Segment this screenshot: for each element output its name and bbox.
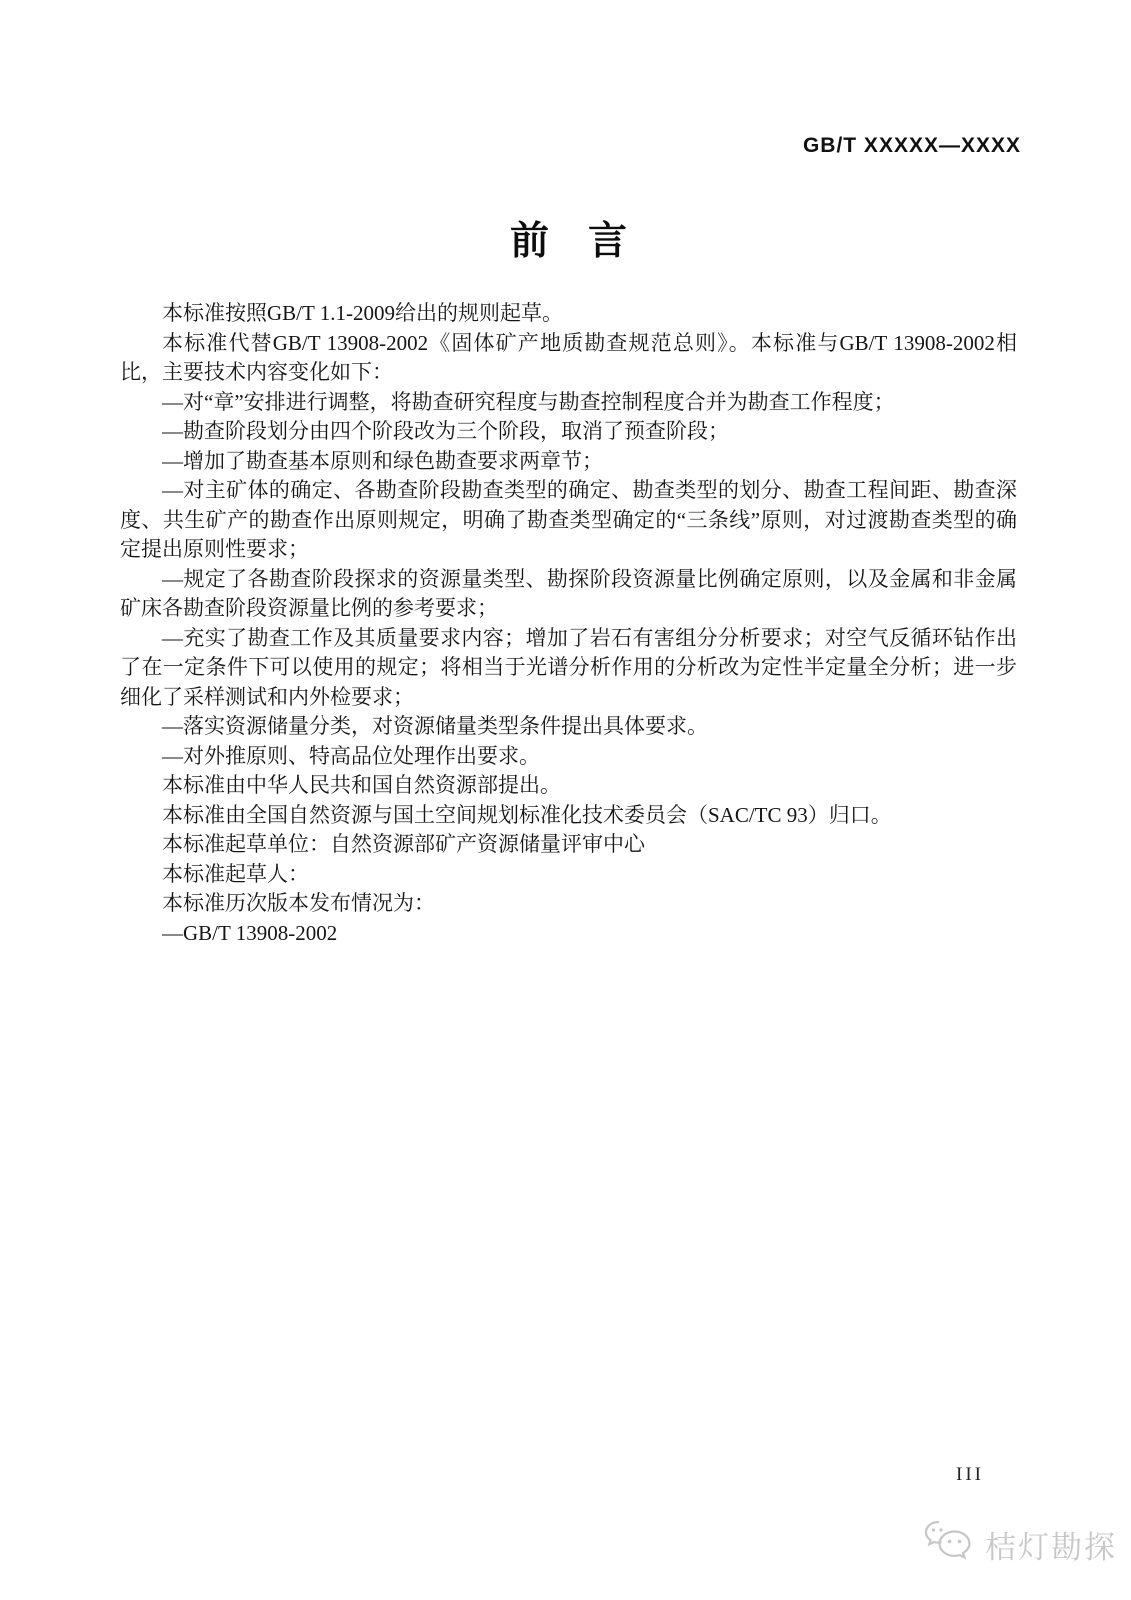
foreword-paragraph: 本标准代替GB/T 13908-2002《固体矿产地质勘查规范总则》。本标准与GB/T 13908-2002相比，主要技术内容变化如下： <box>120 330 1017 384</box>
foreword-paragraph: —落实资源储量分类，对资源储量类型条件提出具体要求。 <box>162 714 708 738</box>
foreword-paragraph: 本标准按照GB/T 1.1-2009给出的规则起草。 <box>162 301 563 325</box>
watermark <box>924 1518 1117 1571</box>
standard-number-header: GB/T XXXXX—XXXX <box>802 134 1021 157</box>
foreword-paragraph: —对“章”安排进行调整，将勘查研究程度与勘查控制程度合并为勘查工作程度； <box>162 389 895 414</box>
foreword-paragraph: —对外推原则、特高品位处理作出要求。 <box>162 743 540 768</box>
foreword-paragraph: —GB/T 13908-2002 <box>162 920 338 945</box>
foreword-paragraph: 本标准起草人： <box>162 861 309 886</box>
page-title: 前 言 <box>509 220 627 263</box>
wechat-icon <box>924 1518 976 1571</box>
watermark-text: 桔灯勘探 <box>985 1530 1117 1565</box>
foreword-body <box>120 299 1017 948</box>
foreword-paragraph: —增加了勘查基本原则和绿色勘查要求两章节； <box>162 448 603 473</box>
foreword-paragraph: —对主矿体的确定、各勘查阶段勘查类型的确定、勘查类型的划分、勘查工程间距、勘查深度、共生矿产的勘查作出原则规定，明确了勘查类型确定的“三条线”原则，对过渡勘查类型的确定提出原则性要求； <box>120 478 1017 561</box>
foreword-paragraph: 本标准历次版本发布情况为： <box>162 891 435 915</box>
page-number: III <box>956 1464 984 1485</box>
foreword-paragraph: —规定了各勘查阶段探求的资源量类型、勘探阶段资源量比例确定原则，以及金属和非金属矿床各勘查阶段资源量比例的参考要求； <box>120 566 1017 620</box>
foreword-paragraph: —充实了勘查工作及其质量要求内容；增加了岩石有害组分分析要求；对空气反循环钻作出了在一定条件下可以使用的规定；将相当于光谱分析作用的分析改为定性半定量全分析；进一步细化了采样测试和内外检要求； <box>120 625 1017 709</box>
foreword-paragraph: —勘查阶段划分由四个阶段改为三个阶段，取消了预查阶段； <box>162 419 729 443</box>
foreword-paragraph: 本标准由全国自然资源与国土空间规划标准化技术委员会（SAC/TC 93）归口。 <box>162 802 892 827</box>
foreword-paragraph: 本标准由中华人民共和国自然资源部提出。 <box>162 773 561 797</box>
foreword-paragraph: 本标准起草单位：自然资源部矿产资源储量评审中心 <box>162 832 645 856</box>
